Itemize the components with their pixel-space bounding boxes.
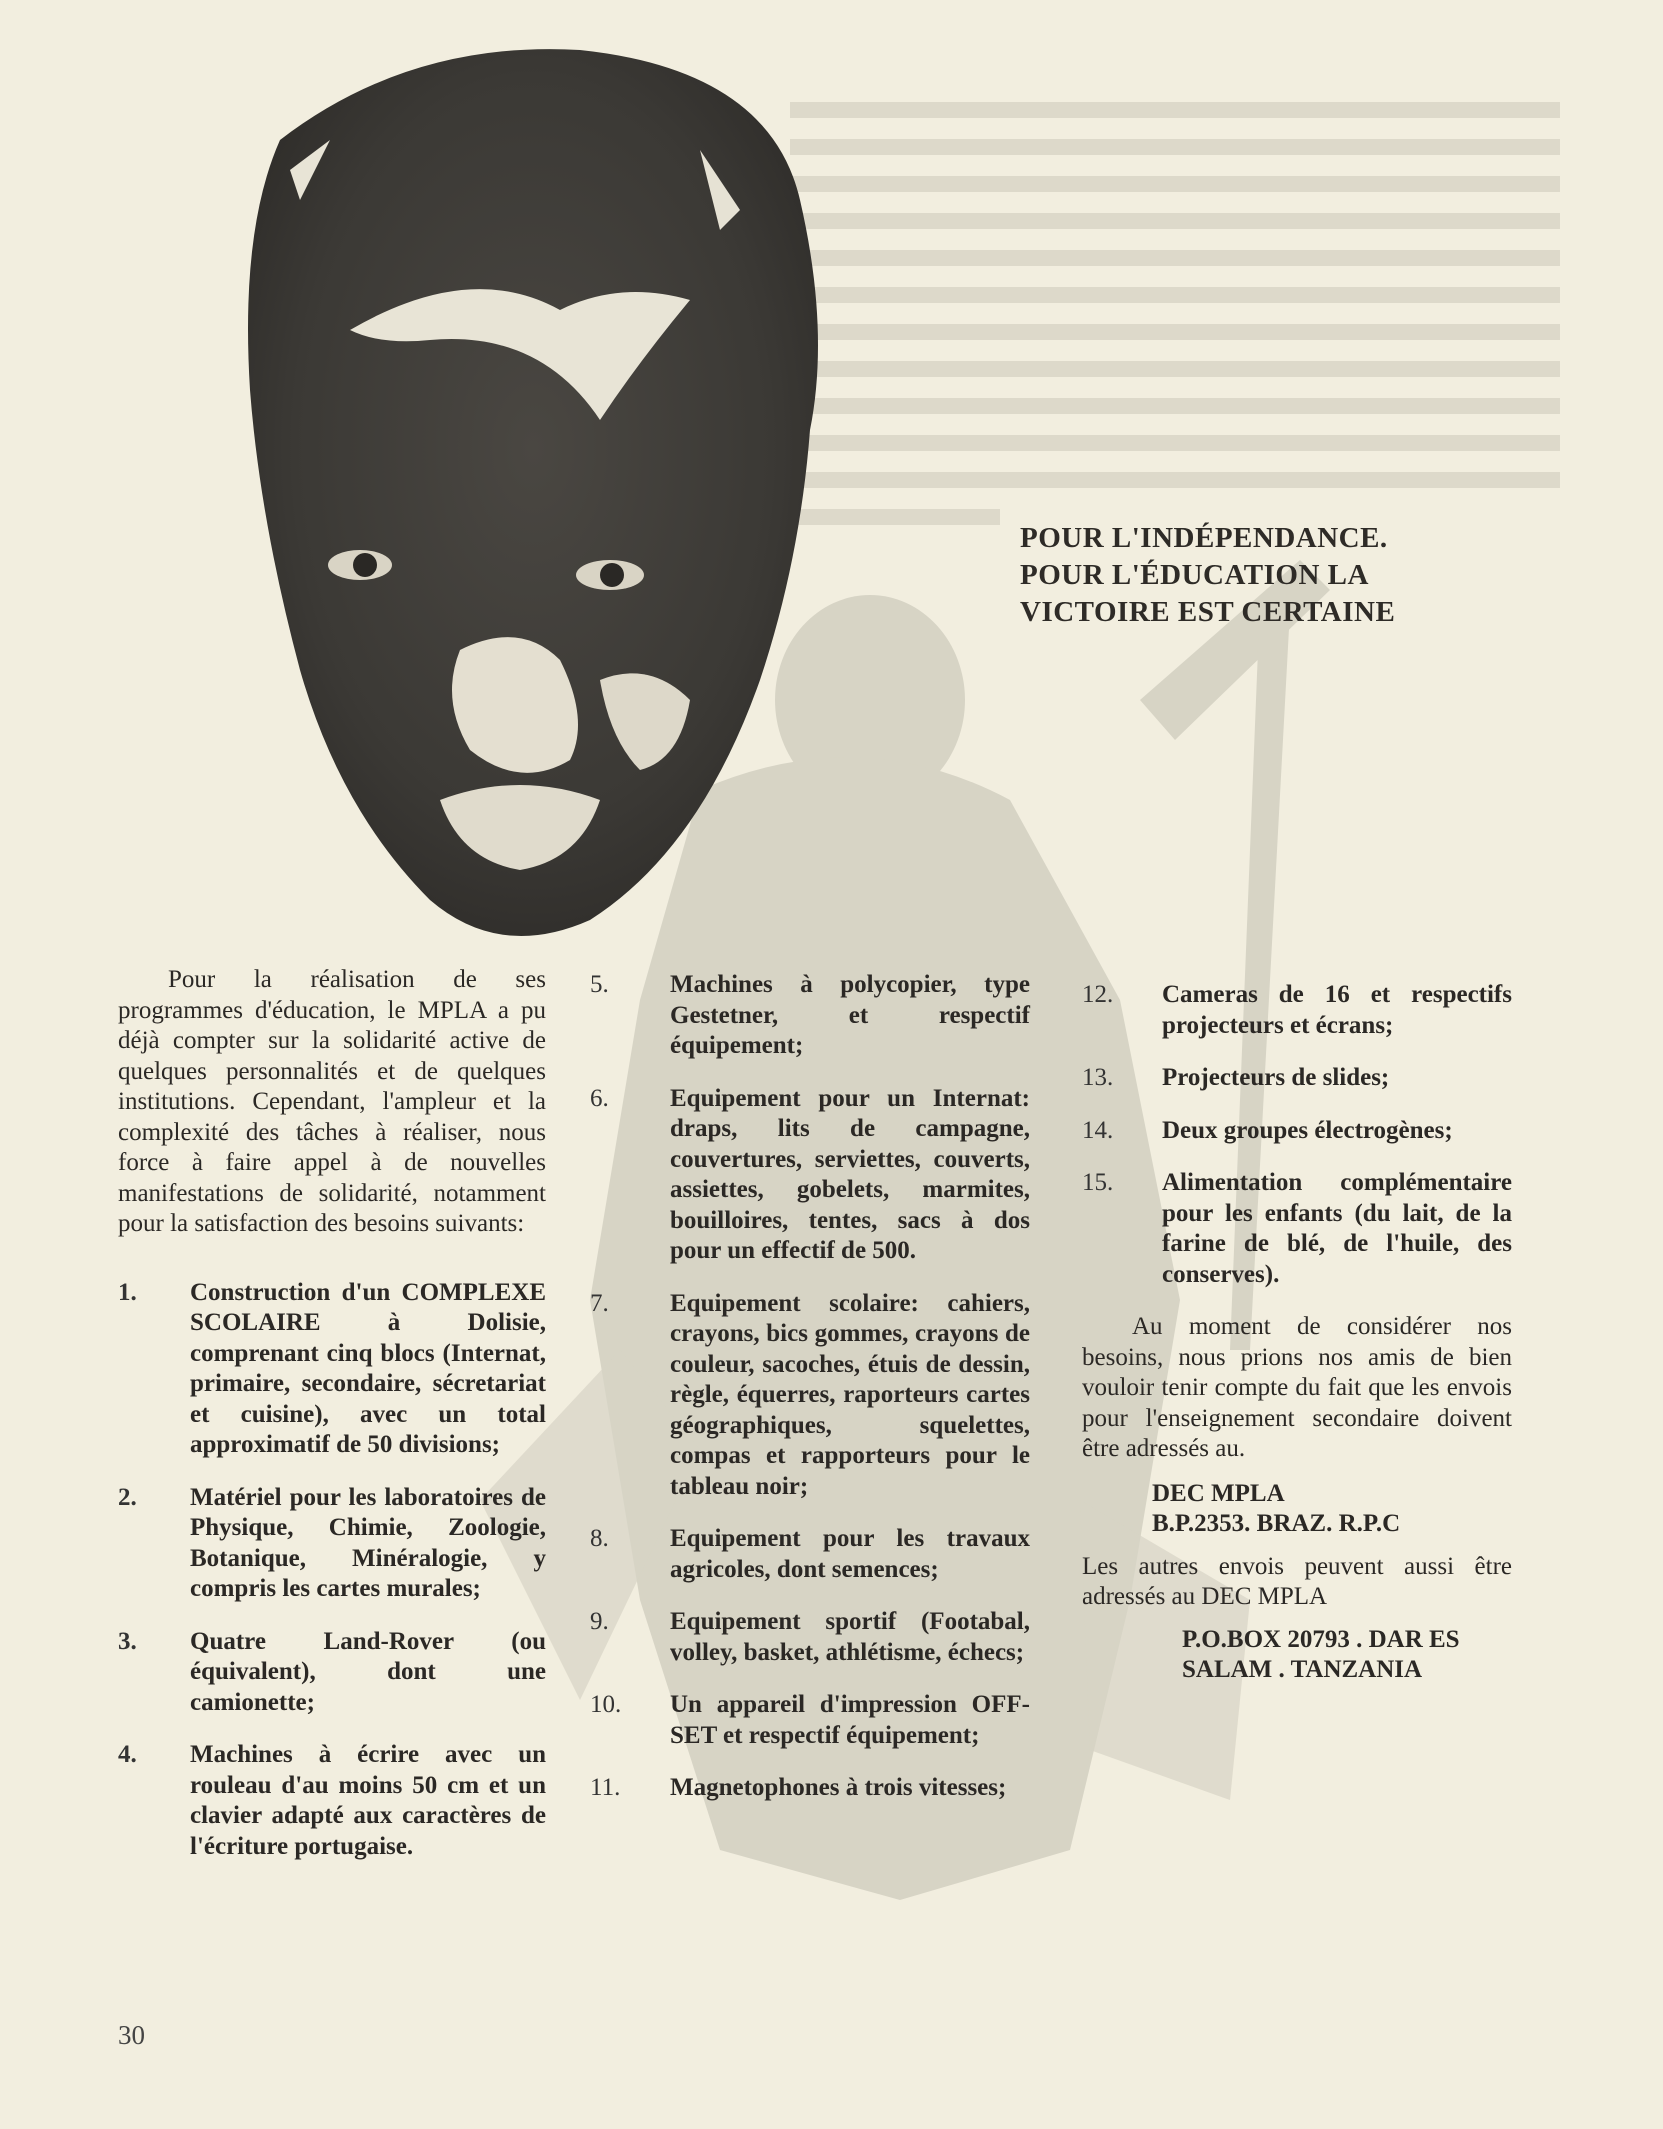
- list-item: [590, 970, 1030, 1062]
- item-number: 10.: [590, 1691, 622, 1718]
- list-item: [590, 1607, 1030, 1668]
- item-number: 12.: [1082, 981, 1114, 1008]
- slogan: [1020, 520, 1580, 631]
- list-item: [118, 1278, 546, 1461]
- list-item: [1082, 980, 1512, 1041]
- slogan-line: POUR L'ÉDUCATION LA: [1020, 559, 1369, 591]
- item-text: Alimentation complémentaire pour les enfants (du lait, de la farine de blé, de l'huile, des conserves).: [1162, 1169, 1512, 1288]
- intro-paragraph: Pour la réalisation de ses programmes d'éducation, le MPLA a pu déjà compter sur la solidarité active de quelques personnalités et de quelques institutions. Cependant, l'ampleur et la complexité des tâches à réaliser, nous force à faire appel à de nouvelles manifestations de solidarité, notamment pour la satisfaction des besoins suivants:: [118, 966, 546, 1237]
- item-number: 5.: [590, 971, 609, 998]
- ghost-text-lines: [790, 110, 1560, 517]
- item-text: Equipement pour les travaux agricoles, dont semences;: [670, 1525, 1030, 1583]
- list-item: [590, 1524, 1030, 1585]
- item-number: 6.: [590, 1084, 609, 1112]
- item-text: Cameras de 16 et respectifs projecteurs et écrans;: [1162, 981, 1512, 1039]
- item-text: Equipement sportif (Footabal, volley, basket, athlétisme, échecs;: [670, 1608, 1030, 1666]
- address-secondary: P.O.BOX 20793 . DAR ES SALAM . TANZANIA: [1182, 1625, 1460, 1683]
- item-text: Projecteurs de slides;: [1162, 1064, 1390, 1091]
- item-text: Construction d'un COMPLEXE SCOLAIRE à Dolisie, comprenant cinq blocs (Internat, primaire, secondaire, sécretariat et cuisine), avec un total approximatif de 50 divisions;: [190, 1278, 546, 1458]
- item-number: 7.: [590, 1289, 609, 1317]
- slogan-line: POUR L'INDÉPENDANCE.: [1020, 522, 1388, 554]
- item-text: Equipement scolaire: cahiers, crayons, bics gommes, crayons de couleur, sacoches, étuis de dessin, règle, équerres, raporteurs cartes géographiques, squelettes, compas et rapporteurs pour le tableau noir;: [670, 1289, 1030, 1500]
- page-number: 30: [118, 2020, 145, 2050]
- list-item: [590, 1084, 1030, 1267]
- item-text: Matériel pour les laboratoires de Physique, Chimie, Zoologie, Botanique, Minéralogie, y compris les cartes murales;: [190, 1483, 546, 1602]
- column-right: [1082, 980, 1512, 1686]
- address-block: [1152, 1479, 1512, 1540]
- closing-note: Les autres envois peuvent aussi être adressés au DEC MPLA: [1082, 1552, 1512, 1610]
- item-text: Deux groupes électrogènes;: [1162, 1116, 1453, 1144]
- item-number: 11.: [590, 1774, 621, 1801]
- closing-paragraph: Au moment de considérer nos besoins, nous prions nos amis de bien vouloir tenir compte du fait que les envois pour l'enseignement secondaire doivent être adressés au.: [1082, 1313, 1512, 1462]
- item-number: 4.: [118, 1741, 137, 1768]
- item-number: 14.: [1082, 1116, 1114, 1144]
- list-item: [590, 1690, 1030, 1751]
- item-number: 8.: [590, 1525, 609, 1552]
- item-text: Magnetophones à trois vitesses;: [670, 1774, 1007, 1801]
- column-middle: [590, 970, 1030, 1826]
- item-number: 9.: [590, 1608, 609, 1635]
- address-line: B.P.2353. BRAZ. R.P.C: [1152, 1510, 1401, 1537]
- item-text: Equipement pour un Internat: draps, lits de campagne, couvertures, serviettes, couverts, assiettes, gobelets, marmites, bouilloires, tentes, sacs à dos pour un effectif de 500.: [670, 1084, 1030, 1264]
- item-text: Machines à écrire avec un rouleau d'au moins 50 cm et un clavier adapté aux caractères de l'écriture portugaise.: [190, 1741, 546, 1860]
- item-number: 3.: [118, 1627, 137, 1655]
- list-item: [118, 1740, 546, 1862]
- column-left: [118, 965, 546, 1884]
- item-number: 13.: [1082, 1064, 1114, 1091]
- list-item: [1082, 1168, 1512, 1290]
- list-item: [118, 1483, 546, 1605]
- item-number: 15.: [1082, 1169, 1114, 1196]
- list-item: [1082, 1063, 1512, 1094]
- list-item: [1082, 1116, 1512, 1147]
- list-item: [118, 1627, 546, 1719]
- list-item: [590, 1773, 1030, 1804]
- slogan-line: VICTOIRE EST CERTAINE: [1020, 596, 1396, 628]
- address-line: DEC MPLA: [1152, 1479, 1285, 1507]
- item-text: Quatre Land-Rover (ou équivalent), dont une camionette;: [190, 1627, 546, 1716]
- item-number: 1.: [118, 1278, 137, 1306]
- item-text: Un appareil d'impression OFF-SET et respectif équipement;: [670, 1691, 1030, 1749]
- list-item: [590, 1289, 1030, 1503]
- item-text: Machines à polycopier, type Gestetner, et respectif équipement;: [670, 971, 1030, 1059]
- item-number: 2.: [118, 1483, 137, 1511]
